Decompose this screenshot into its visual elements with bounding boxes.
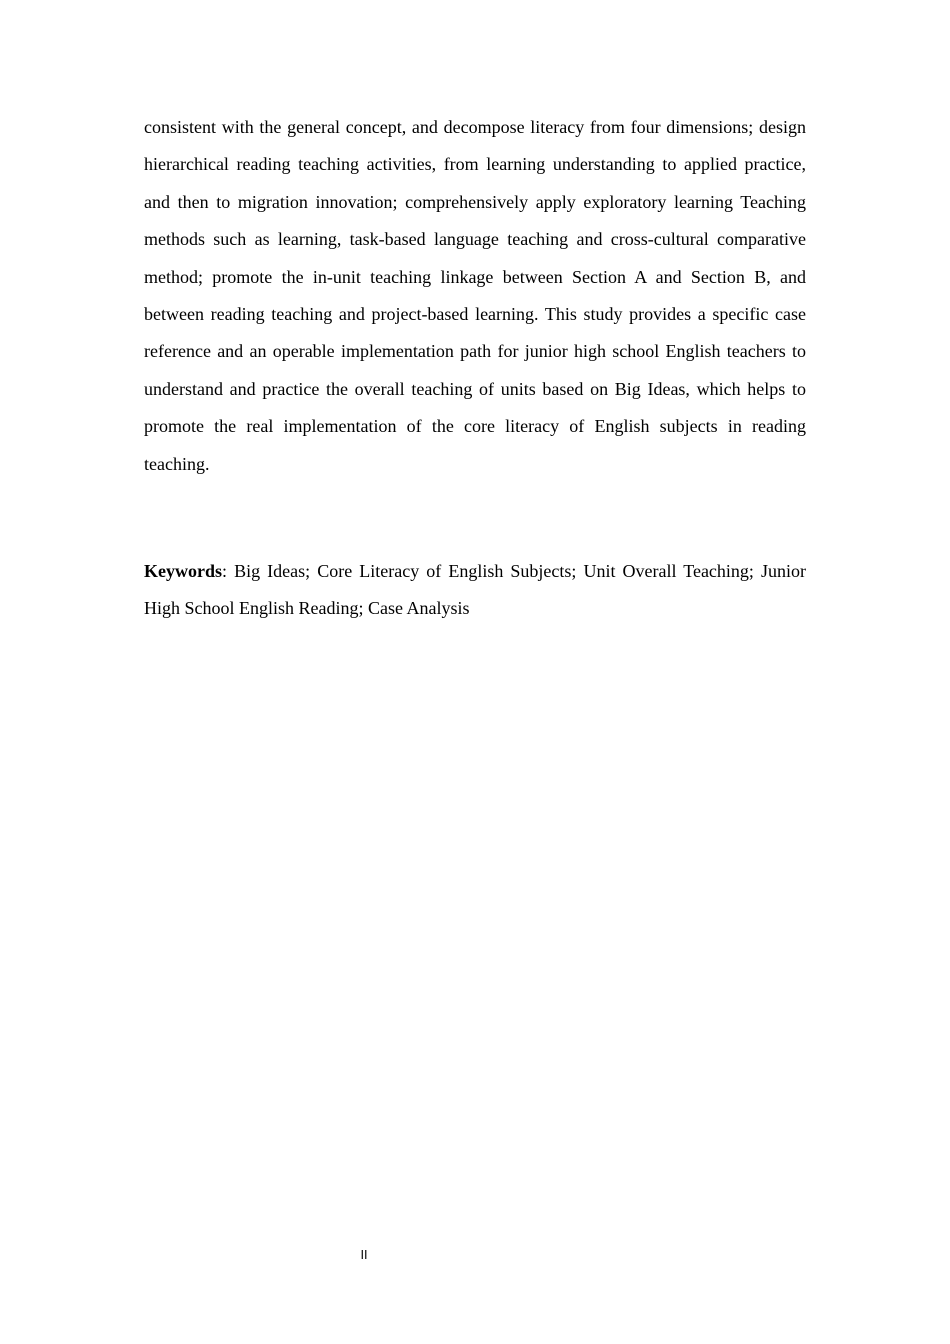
keywords-label: Keywords (144, 561, 222, 581)
keywords-separator: : (222, 561, 235, 581)
abstract-body-paragraph: consistent with the general concept, and decompose literacy from four dimensions; design hierarchical reading teaching activities, from learning understanding to applied practice, and then to migration innovation; comprehensively apply exploratory learning Teaching methods such as learning, task-based language teaching and cross-cultural comparative method; promote the in-unit teaching linkage between Section A and Section B, and between reading teaching and project-based learning. This study provides a specific case reference and an operable implementation path for junior high school English teachers to understand and practice the overall teaching of units based on Big Ideas, which helps to promote the real implementation of the core literacy of English subjects in reading teaching. (144, 117, 806, 474)
keywords-paragraph (144, 553, 806, 628)
page-number: II (360, 1248, 368, 1262)
keywords-text: Big Ideas; Core Literacy of English Subjects; Unit Overall Teaching; Junior High School English Reading; Case Analysis (144, 561, 806, 619)
